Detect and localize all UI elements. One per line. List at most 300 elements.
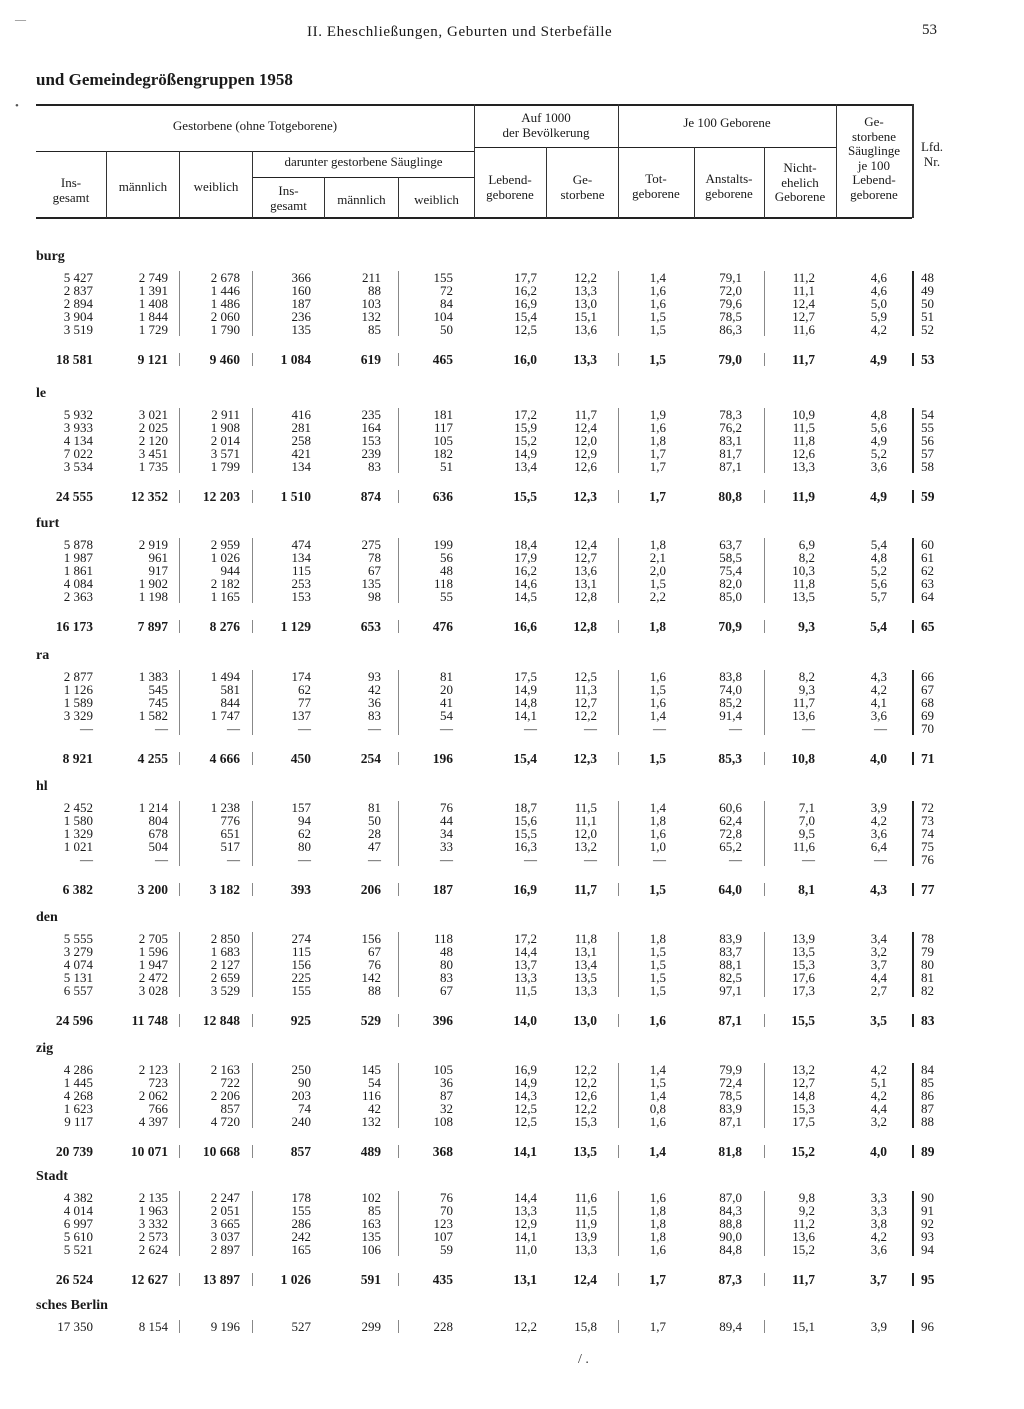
col-separator: [912, 271, 914, 284]
table-row: [0, 984, 1024, 997]
row-number: 50: [921, 296, 934, 311]
col-separator: [252, 1115, 253, 1128]
table-cell: 13,2: [574, 839, 597, 854]
col-separator: [252, 1145, 253, 1158]
col-separator: [252, 1273, 253, 1286]
table-cell: 722: [220, 1075, 240, 1090]
table-cell: 153: [291, 589, 311, 604]
row-number: 84: [921, 1062, 934, 1077]
table-cell: —: [653, 852, 666, 867]
table-cell: 13,5: [573, 1144, 597, 1159]
col-separator: [618, 1063, 619, 1076]
table-cell: 12,2: [514, 1319, 537, 1334]
table-cell: 13,6: [792, 1229, 815, 1244]
col-separator: [764, 945, 765, 958]
table-cell: 14,1: [514, 1229, 537, 1244]
table-cell: —: [729, 852, 742, 867]
sum-row: [0, 1014, 1024, 1027]
col-separator: [618, 271, 619, 284]
table-cell: 42: [368, 1101, 381, 1116]
table-cell: 2 060: [210, 309, 240, 324]
table-cell: 63,7: [719, 537, 742, 552]
col-separator: [764, 310, 765, 323]
col-separator: [912, 1217, 914, 1230]
col-separator: [618, 853, 619, 866]
table-cell: 8,2: [798, 550, 815, 565]
table-cell: 228: [433, 1319, 453, 1334]
table-cell: 1,5: [649, 882, 666, 897]
col-separator: [912, 840, 914, 853]
col-separator: [912, 538, 914, 551]
row-number: 81: [921, 970, 934, 985]
table-cell: 72,8: [719, 826, 742, 841]
table-cell: 1,6: [649, 826, 666, 841]
table-cell: 85: [368, 1203, 381, 1218]
table-cell: —: [802, 721, 815, 736]
table-cell: 1 729: [138, 322, 168, 337]
header-rule: [252, 177, 474, 178]
table-cell: 115: [291, 944, 311, 959]
table-cell: 527: [291, 1319, 311, 1334]
table-cell: 77: [298, 695, 311, 710]
table-cell: 14,1: [514, 708, 537, 723]
table-cell: 242: [291, 1229, 311, 1244]
table-cell: 11,7: [792, 352, 815, 367]
table-cell: 2 182: [210, 576, 240, 591]
table-cell: 1,5: [649, 576, 666, 591]
table-cell: 12,0: [574, 826, 597, 841]
table-cell: 0,8: [649, 1101, 666, 1116]
table-cell: 10,3: [792, 563, 815, 578]
table-cell: 12 203: [202, 489, 240, 504]
table-cell: 1,8: [649, 433, 666, 448]
col-separator: [618, 709, 619, 722]
table-cell: 153: [361, 433, 381, 448]
col-separator: [398, 408, 399, 421]
table-cell: 12 352: [130, 489, 168, 504]
col-separator: [398, 683, 399, 696]
table-cell: 178: [291, 1190, 311, 1205]
table-cell: 76: [440, 1190, 453, 1205]
table-cell: 90,0: [719, 1229, 742, 1244]
header-lebendgeborene: Lebend- geborene: [486, 172, 534, 202]
table-cell: 258: [291, 433, 311, 448]
table-cell: 5,2: [870, 563, 887, 578]
table-cell: 2 919: [138, 537, 168, 552]
table-cell: 65,2: [719, 839, 742, 854]
table-row: [0, 722, 1024, 735]
table-cell: 12,4: [574, 537, 597, 552]
table-row: [0, 840, 1024, 853]
table-cell: 76: [440, 800, 453, 815]
table-cell: 1,6: [649, 420, 666, 435]
table-cell: 13,2: [792, 1062, 815, 1077]
col-separator: [252, 490, 253, 503]
col-separator: [912, 722, 914, 735]
table-cell: 1 165: [210, 589, 240, 604]
col-separator: [912, 1230, 914, 1243]
table-cell: 11,1: [792, 283, 815, 298]
table-cell: 14,9: [514, 1075, 537, 1090]
table-cell: 13,6: [574, 563, 597, 578]
table-cell: 15,2: [792, 1242, 815, 1257]
col-separator: [912, 709, 914, 722]
col-separator: [618, 1320, 619, 1333]
table-cell: 83,1: [719, 433, 742, 448]
table-cell: 396: [432, 1013, 453, 1028]
col-separator: [764, 323, 765, 336]
table-cell: 5 932: [63, 407, 93, 422]
col-separator: [764, 1243, 765, 1256]
col-separator: [252, 460, 253, 473]
table-cell: 14,9: [514, 682, 537, 697]
col-separator: [398, 323, 399, 336]
table-cell: 80: [440, 957, 453, 972]
col-separator: [179, 421, 180, 434]
col-separator: [398, 722, 399, 735]
table-cell: 88: [368, 983, 381, 998]
col-separator: [764, 408, 765, 421]
col-separator: [179, 984, 180, 997]
table-cell: 16,6: [513, 619, 537, 634]
table-cell: 79,6: [719, 296, 742, 311]
table-cell: 3,8: [870, 1216, 887, 1231]
col-separator: [912, 297, 914, 310]
table-cell: 97,1: [719, 983, 742, 998]
col-separator: [398, 1063, 399, 1076]
table-cell: 17,3: [792, 983, 815, 998]
table-cell: 13,7: [514, 957, 537, 972]
row-number: 53: [921, 352, 935, 367]
col-separator: [764, 1014, 765, 1027]
table-cell: 3 571: [210, 446, 240, 461]
table-cell: 504: [148, 839, 168, 854]
col-separator: [179, 709, 180, 722]
table-cell: 2 678: [210, 270, 240, 285]
table-cell: 1 735: [138, 459, 168, 474]
table-cell: 42: [368, 682, 381, 697]
table-cell: 5,2: [870, 446, 887, 461]
col-separator: [398, 434, 399, 447]
table-cell: 85,2: [719, 695, 742, 710]
col-separator: [764, 696, 765, 709]
table-cell: 17,9: [514, 550, 537, 565]
col-separator: [912, 408, 914, 421]
table-cell: 5 521: [63, 1242, 93, 1257]
col-separator: [252, 1102, 253, 1115]
table-cell: 104: [433, 309, 453, 324]
col-separator: [179, 1230, 180, 1243]
table-cell: 70: [440, 1203, 453, 1218]
col-separator: [398, 460, 399, 473]
table-cell: 4 255: [137, 751, 168, 766]
col-separator: [252, 620, 253, 633]
table-cell: 1 329: [63, 826, 93, 841]
table-cell: 489: [360, 1144, 381, 1159]
row-number: 68: [921, 695, 934, 710]
table-cell: 2 894: [63, 296, 93, 311]
col-separator: [252, 538, 253, 551]
table-cell: 135: [291, 322, 311, 337]
col-separator: [398, 1191, 399, 1204]
table-cell: 1 596: [138, 944, 168, 959]
table-cell: 8 921: [62, 751, 93, 766]
col-separator: [618, 310, 619, 323]
table-cell: 1,4: [649, 1144, 666, 1159]
col-separator: [398, 590, 399, 603]
group-name: ra: [36, 648, 50, 663]
table-cell: 24 596: [55, 1013, 93, 1028]
row-number: 88: [921, 1114, 934, 1129]
col-separator: [618, 590, 619, 603]
table-row: [0, 323, 1024, 336]
table-cell: 925: [290, 1013, 311, 1028]
col-separator: [618, 1145, 619, 1158]
table-cell: 12,6: [574, 459, 597, 474]
col-separator: [398, 310, 399, 323]
col-separator: [912, 932, 914, 945]
table-cell: 236: [291, 309, 311, 324]
table-cell: 54: [368, 1075, 381, 1090]
table-cell: 12,9: [514, 1216, 537, 1231]
table-cell: 4,2: [870, 1229, 887, 1244]
row-number: 55: [921, 420, 934, 435]
table-cell: 474: [291, 537, 311, 552]
table-cell: —: [584, 852, 597, 867]
col-separator: [618, 551, 619, 564]
table-cell: 89,4: [719, 1319, 742, 1334]
table-cell: 4,9: [870, 489, 887, 504]
table-cell: 84,8: [719, 1242, 742, 1257]
table-cell: 1,7: [649, 489, 666, 504]
table-cell: 636: [432, 489, 453, 504]
table-cell: 9,3: [798, 682, 815, 697]
table-cell: 17,7: [514, 270, 537, 285]
col-separator: [179, 670, 180, 683]
table-cell: 134: [291, 459, 311, 474]
table-cell: 2 363: [63, 589, 93, 604]
table-cell: 4,4: [870, 970, 887, 985]
table-cell: 12,2: [574, 270, 597, 285]
table-cell: 118: [433, 576, 453, 591]
table-cell: 1,8: [649, 931, 666, 946]
sum-row: [0, 883, 1024, 896]
col-separator: [618, 984, 619, 997]
col-separator: [912, 590, 914, 603]
table-cell: 7,0: [798, 813, 815, 828]
col-separator: [252, 353, 253, 366]
table-cell: 32: [440, 1101, 453, 1116]
col-separator: [764, 1089, 765, 1102]
row-number: 65: [921, 619, 935, 634]
table-cell: 235: [361, 407, 381, 422]
table-cell: 11,5: [792, 420, 815, 435]
table-cell: —: [524, 721, 537, 736]
table-cell: 5,7: [870, 589, 887, 604]
table-cell: 274: [291, 931, 311, 946]
table-cell: 1,7: [649, 1272, 666, 1287]
group-name: le: [36, 386, 47, 401]
table-cell: 1 446: [210, 283, 240, 298]
table-row: [0, 853, 1024, 866]
table-cell: 10,9: [792, 407, 815, 422]
col-separator: [764, 564, 765, 577]
table-cell: 2 452: [63, 800, 93, 815]
col-separator: [912, 447, 914, 460]
table-cell: 137: [291, 708, 311, 723]
col-separator: [179, 932, 180, 945]
table-cell: 1 790: [210, 322, 240, 337]
table-cell: 13,4: [514, 459, 537, 474]
row-number: 79: [921, 944, 934, 959]
table-cell: 3,5: [870, 1013, 887, 1028]
col-separator: [179, 297, 180, 310]
col-separator: [398, 538, 399, 551]
col-separator: [252, 1230, 253, 1243]
col-separator: [179, 538, 180, 551]
table-cell: —: [80, 721, 93, 736]
table-cell: 2 025: [138, 420, 168, 435]
table-cell: 76: [368, 957, 381, 972]
table-cell: 13,6: [792, 708, 815, 723]
table-cell: 465: [432, 352, 453, 367]
row-number: 56: [921, 433, 934, 448]
table-cell: 165: [291, 1242, 311, 1257]
col-separator: [179, 408, 180, 421]
col-separator: [398, 827, 399, 840]
col-separator: [618, 421, 619, 434]
table-cell: 4,8: [870, 550, 887, 565]
table-cell: 1 026: [210, 550, 240, 565]
table-cell: 4 084: [63, 576, 93, 591]
col-separator: [252, 853, 253, 866]
table-cell: 545: [148, 682, 168, 697]
col-separator: [912, 984, 914, 997]
table-cell: 4,2: [870, 682, 887, 697]
col-separator: [252, 421, 253, 434]
col-separator: [252, 883, 253, 896]
table-cell: 1 486: [210, 296, 240, 311]
sum-row: [0, 752, 1024, 765]
table-cell: 60,6: [719, 800, 742, 815]
table-cell: 12,5: [514, 1114, 537, 1129]
table-cell: 13,1: [574, 576, 597, 591]
col-separator: [252, 696, 253, 709]
page-number: 53: [922, 22, 937, 38]
table-cell: 1,6: [649, 1013, 666, 1028]
table-cell: 6,9: [798, 537, 815, 552]
table-cell: 12,4: [792, 296, 815, 311]
col-separator: [179, 271, 180, 284]
table-cell: 14,3: [514, 1088, 537, 1103]
table-cell: 2 247: [210, 1190, 240, 1205]
col-separator: [398, 447, 399, 460]
table-cell: 1 026: [280, 1272, 311, 1287]
col-separator: [618, 971, 619, 984]
page-title: und Gemeindegrößengruppen 1958: [36, 70, 293, 89]
table-cell: —: [874, 852, 887, 867]
table-cell: 78,3: [719, 407, 742, 422]
table-cell: 11,7: [574, 407, 597, 422]
col-separator: [398, 1204, 399, 1217]
table-cell: 281: [291, 420, 311, 435]
col-separator: [912, 1145, 914, 1158]
col-separator: [764, 840, 765, 853]
col-separator: [252, 984, 253, 997]
table-cell: 87,1: [719, 1114, 742, 1129]
table-cell: 13,5: [792, 944, 815, 959]
group-name: sches Berlin: [36, 1298, 108, 1313]
col-separator: [252, 971, 253, 984]
table-cell: 1 947: [138, 957, 168, 972]
row-number: 64: [921, 589, 934, 604]
table-cell: 3 279: [63, 944, 93, 959]
table-cell: 13,1: [513, 1272, 537, 1287]
table-cell: 2 837: [63, 283, 93, 298]
col-separator: [912, 564, 914, 577]
col-separator: [398, 1217, 399, 1230]
table-cell: 15,5: [513, 489, 537, 504]
header-s-weiblich: weiblich: [414, 192, 459, 207]
table-cell: 2 163: [210, 1062, 240, 1077]
table-cell: 1 084: [280, 352, 311, 367]
row-number: 59: [921, 489, 935, 504]
table-cell: 874: [360, 489, 381, 504]
table-cell: 87,3: [718, 1272, 742, 1287]
header-insgesamt: Ins- gesamt: [52, 175, 90, 205]
table-cell: 1,8: [649, 619, 666, 634]
table-cell: 1 383: [138, 669, 168, 684]
col-separator: [398, 620, 399, 633]
table-cell: 10 071: [130, 1144, 168, 1159]
col-separator: [618, 1204, 619, 1217]
sum-row: [0, 353, 1024, 366]
col-separator: [179, 827, 180, 840]
row-number: 93: [921, 1229, 934, 1244]
table-cell: 142: [361, 970, 381, 985]
table-cell: 74,0: [719, 682, 742, 697]
running-head: II. Eheschließungen, Geburten und Sterbefälle: [307, 24, 613, 40]
col-separator: [252, 709, 253, 722]
table-cell: 651: [220, 826, 240, 841]
table-cell: 1 861: [63, 563, 93, 578]
table-cell: 74: [298, 1101, 311, 1116]
table-cell: 14,9: [514, 446, 537, 461]
table-cell: 44: [440, 813, 453, 828]
table-cell: 18 581: [55, 352, 93, 367]
table-cell: 1 747: [210, 708, 240, 723]
col-separator: [398, 1102, 399, 1115]
col-separator: [252, 590, 253, 603]
table-cell: 85,0: [719, 589, 742, 604]
table-cell: 12,6: [574, 1088, 597, 1103]
table-cell: 9,8: [798, 1190, 815, 1205]
table-cell: 4 382: [63, 1190, 93, 1205]
col-separator: [618, 840, 619, 853]
group-name: Stadt: [36, 1169, 68, 1184]
table-cell: 199: [433, 537, 453, 552]
col-separator: [398, 577, 399, 590]
table-cell: 155: [291, 1203, 311, 1218]
row-number: 66: [921, 669, 934, 684]
table-cell: 6,4: [870, 839, 887, 854]
col-separator: [764, 551, 765, 564]
col-separator: [252, 670, 253, 683]
table-cell: 11,2: [792, 1216, 815, 1231]
sum-row: [0, 1273, 1024, 1286]
table-cell: 4 286: [63, 1062, 93, 1077]
table-cell: 12,5: [514, 1101, 537, 1116]
